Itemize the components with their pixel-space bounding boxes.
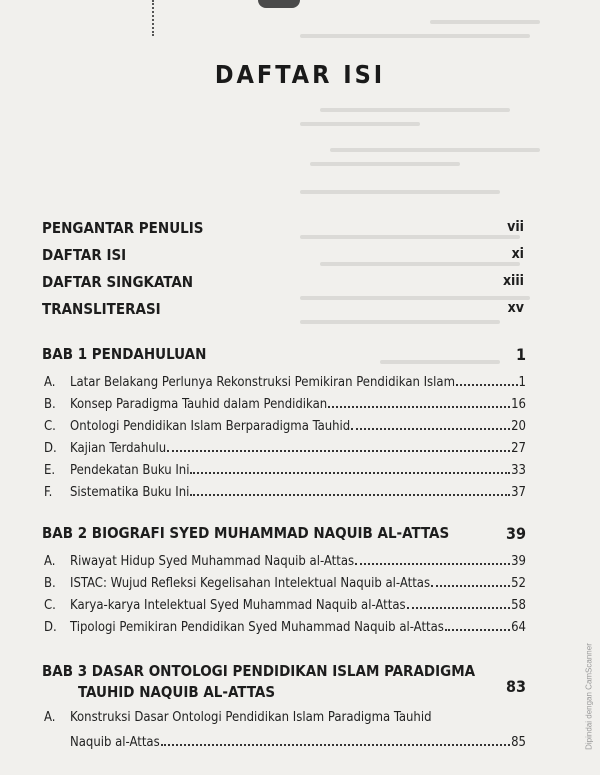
entry-letter: A. [44,375,56,390]
front-matter-label: DAFTAR SINGKATAN [42,273,194,291]
toc-entry [44,370,526,390]
entry-title: Konstruksi Dasar Ontologi Pendidikan Islam Paradigma Tauhid [70,710,432,725]
toc-entry [44,710,526,750]
entry-letter: A. [44,554,56,569]
chapter-title-line: BAB 3 DASAR ONTOLOGI PENDIDIKAN ISLAM PARADIGMA [42,662,476,680]
dot-leader [167,450,510,452]
entry-title: Karya-karya Intelektual Syed Muhammad Naquib al-Attas [70,598,406,613]
dot-leader [328,406,510,408]
chapter-title [42,661,475,703]
front-matter-label: PENGANTAR PENULIS [42,219,204,237]
entry-letter: E. [44,463,56,478]
entry-letter: A. [44,710,56,725]
dot-leader [355,563,510,565]
chapter-heading [42,661,526,707]
front-matter-item [42,300,524,322]
chapter-page: 39 [505,524,526,543]
dot-leader [431,585,510,587]
front-matter-page: vii [507,219,524,235]
toc-entry [44,480,526,500]
entry-title-continuation: Naquib al-Attas [70,735,160,750]
entry-page: 64 [511,620,526,635]
entry-title: Ontologi Pendidikan Islam Berparadigma Tauhid [70,419,351,434]
dot-leader [190,494,510,496]
entry-letter: D. [44,441,57,456]
scanner-watermark [582,630,596,770]
dot-leader [161,744,510,746]
entry-page: 52 [511,576,526,591]
entry-title: ISTAC: Wujud Refleksi Kegelisahan Intelektual Naquib al-Attas [70,576,431,591]
front-matter-label: TRANSLITERASI [42,300,161,318]
entry-letter: F. [44,485,53,500]
entry-page: 20 [511,419,526,434]
toc-entry [44,593,526,613]
entry-page: 58 [511,598,526,613]
dot-leader [351,428,510,430]
chapter-title: BAB 2 BIOGRAFI SYED MUHAMMAD NAQUIB AL-ATTAS [42,524,450,542]
entry-title-line2 [70,730,526,750]
entry-letter: B. [44,576,56,591]
entry-page: 27 [511,441,526,456]
dot-leader [456,384,518,386]
toc-entry [44,458,526,478]
entry-page: 85 [511,735,526,750]
chapter-page: 1 [515,345,526,364]
front-matter-page: xv [507,300,524,316]
dot-leader [445,629,510,631]
chapter-heading [42,524,526,548]
entry-title: Latar Belakang Perlunya Rekonstruksi Pemikiran Pendidikan Islam [70,375,455,390]
front-matter-item [42,246,524,268]
entry-letter: B. [44,397,56,412]
toc-entry [44,392,526,412]
toc-entry [44,549,526,569]
entry-title: Kajian Terdahulu [70,441,167,456]
entry-title: Pendekatan Buku Ini [70,463,190,478]
toc-entry [44,615,526,635]
scanner-watermark-text: Dipindai dengan CamScanner [584,643,594,750]
top-ornament [258,0,300,8]
front-matter-item [42,219,524,241]
dot-leader [190,472,510,474]
entry-page: 16 [511,397,526,412]
toc-entry [44,436,526,456]
entry-letter: C. [44,419,56,434]
entry-page: 39 [511,554,526,569]
entry-title: Konsep Paradigma Tauhid dalam Pendidikan [70,397,328,412]
entry-title: Sistematika Buku Ini [70,485,190,500]
entry-page: 37 [511,485,526,500]
entry-title: Riwayat Hidup Syed Muhammad Naquib al-Attas [70,554,355,569]
entry-title: Tipologi Pemikiran Pendidikan Syed Muhammad Naquib al-Attas [70,620,444,635]
chapter-title-line: TAUHID NAQUIB AL-ATTAS [78,683,276,701]
page-title: DAFTAR ISI [214,60,386,89]
chapter-heading [42,345,526,369]
front-matter-label: DAFTAR ISI [42,246,127,264]
entry-letter: C. [44,598,56,613]
front-matter-item [42,273,524,295]
chapter-title: BAB 1 PENDAHULUAN [42,345,207,363]
toc-entry [44,571,526,591]
dot-leader [407,607,511,609]
toc-entry [44,414,526,434]
entry-page: 1 [518,375,526,390]
entry-letter: D. [44,620,57,635]
front-matter-page: xiii [502,273,524,289]
chapter-page: 83 [505,677,526,696]
front-matter-page: xi [511,246,524,262]
binding-dots [152,0,156,36]
entry-page: 33 [511,463,526,478]
